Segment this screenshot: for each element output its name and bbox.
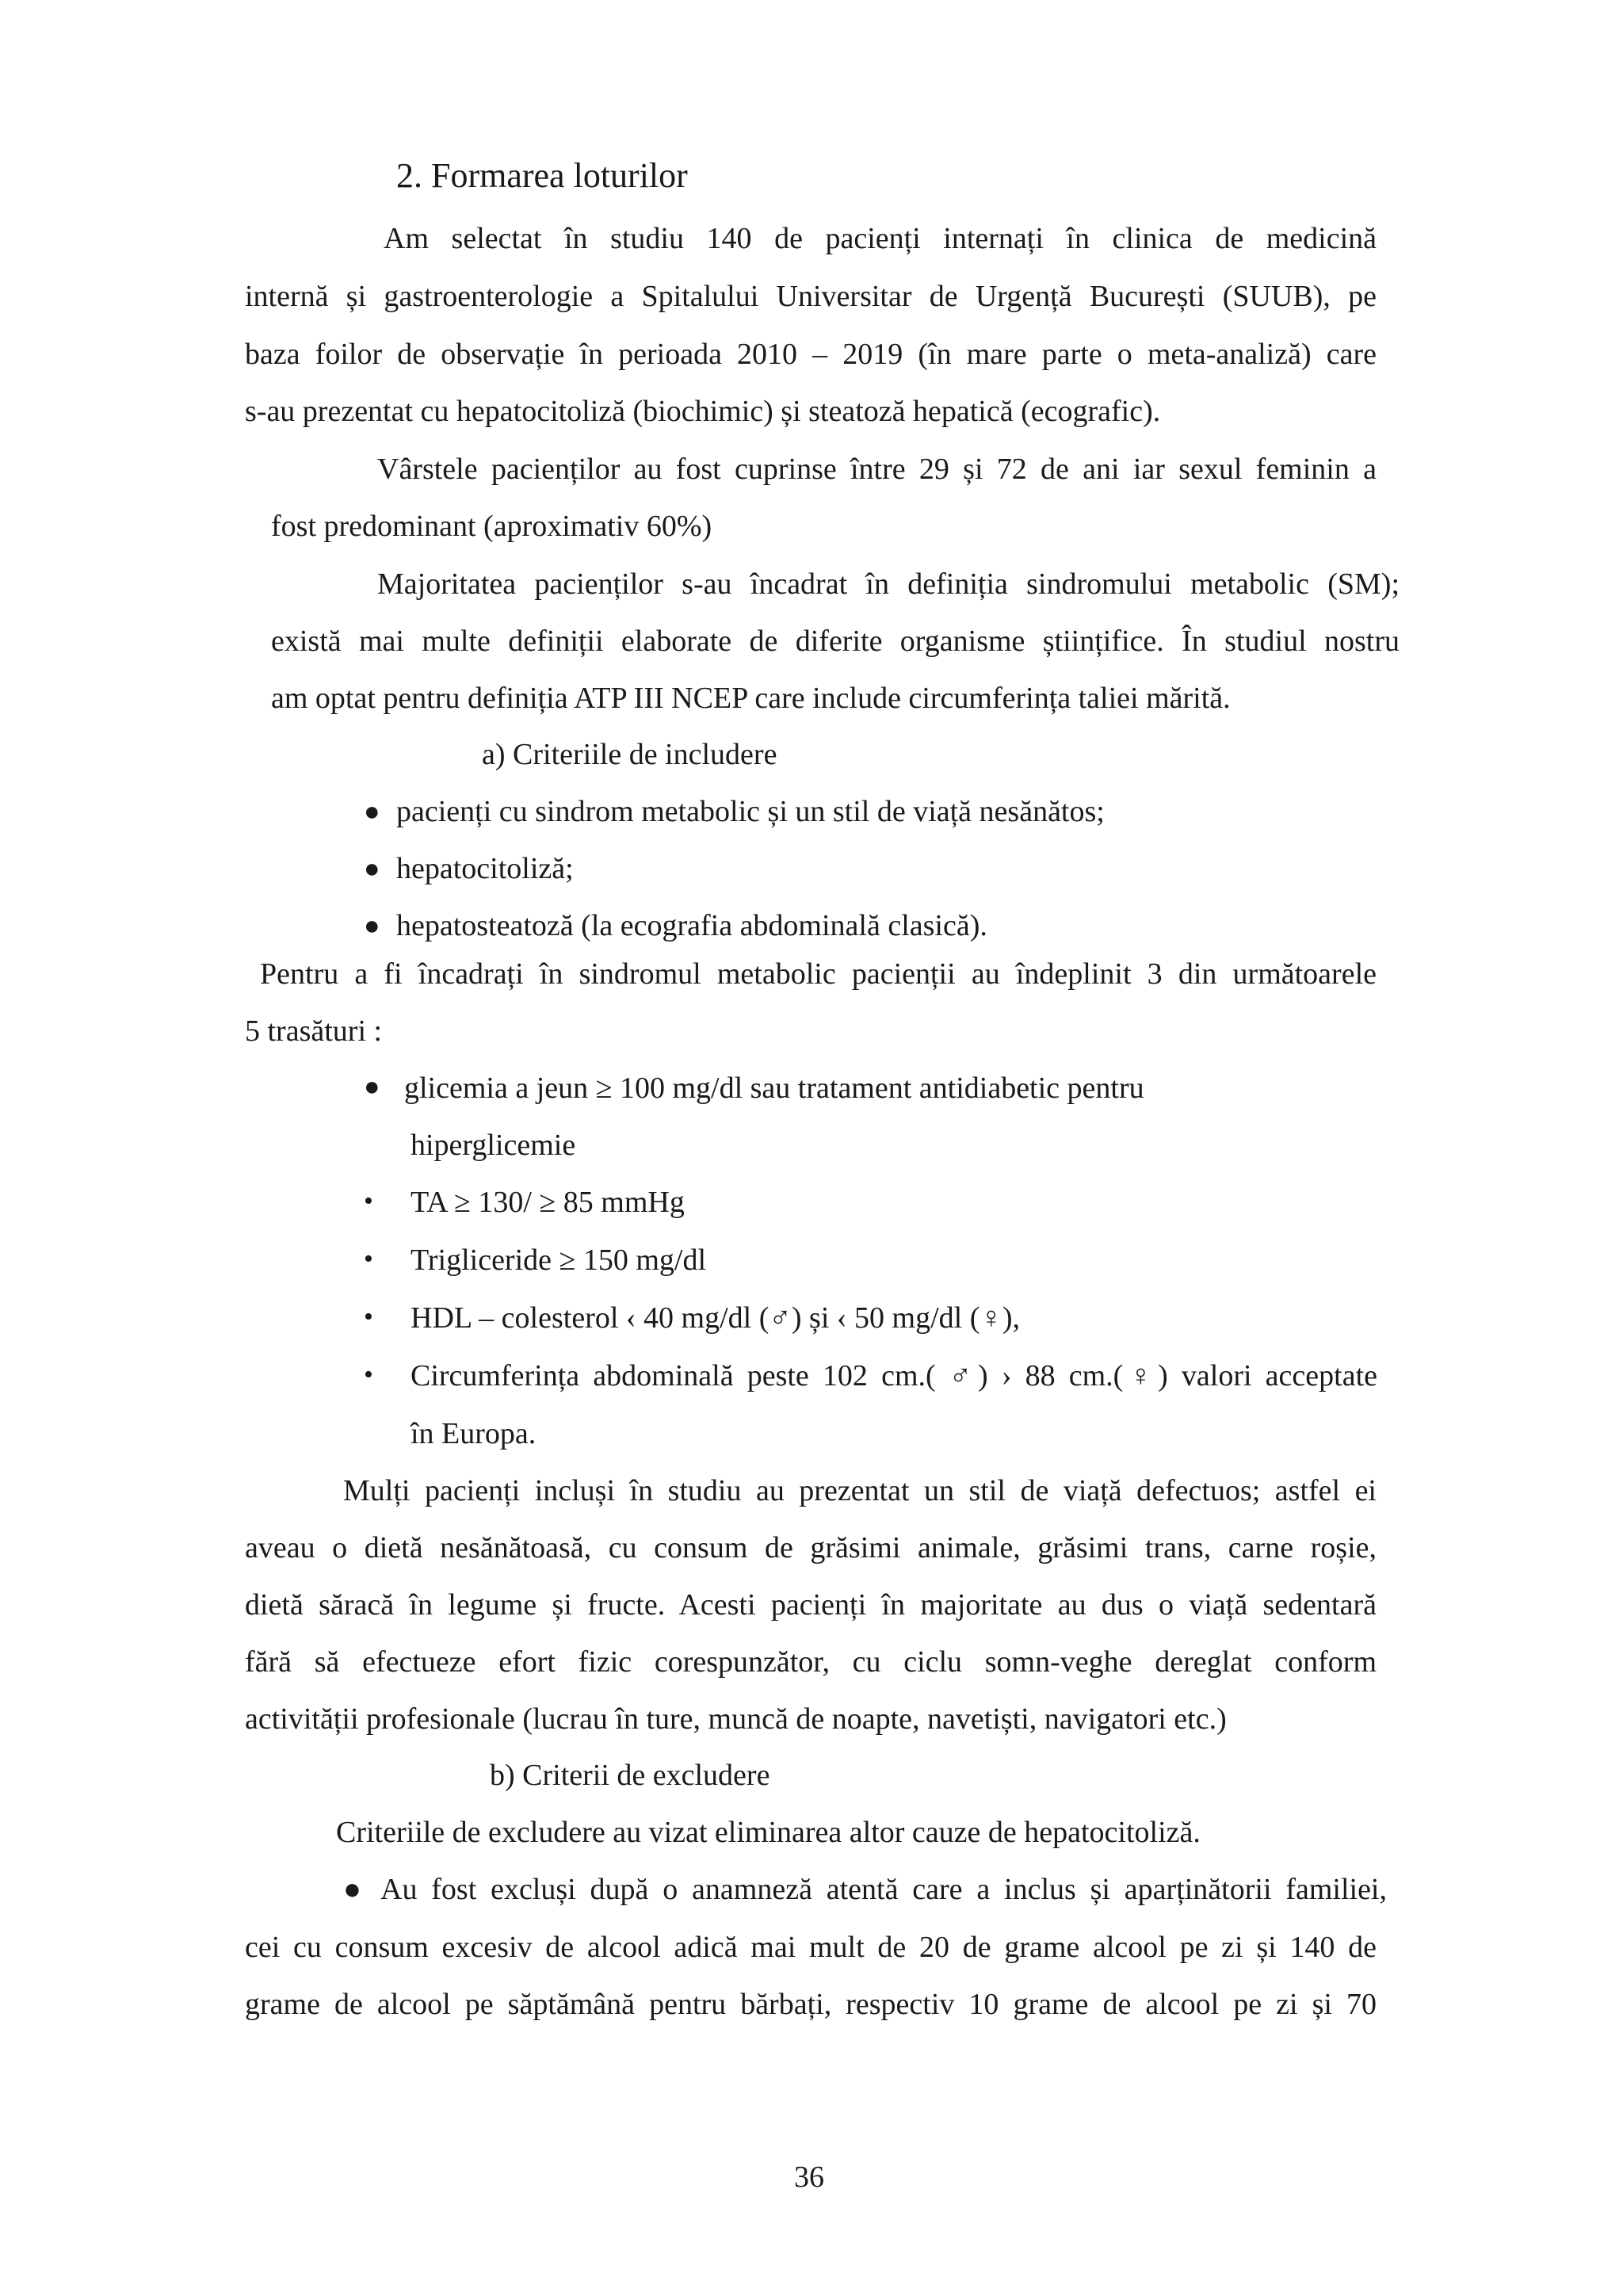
subheading-inclusion: a) Criteriile de includere xyxy=(482,738,777,771)
bullet-icon: ● xyxy=(364,854,380,884)
list-item: în Europa. xyxy=(411,1417,537,1450)
paragraph-line: Am selectat în studiu 140 de pacienți internați în clinica de medicină xyxy=(384,222,1377,255)
list-item: hiperglicemie xyxy=(411,1129,576,1162)
list-item: Circumferința abdominală peste 102 cm.( ♂) › 88 cm.(♀) valori acceptate xyxy=(411,1359,1377,1392)
paragraph-line: ● Au fost excluși după o anamneză atentă care a inclus și aparținătorii familiei, xyxy=(343,1873,1387,1906)
list-item: glicemia a jeun ≥ 100 mg/dl sau tratament antidiabetic pentru xyxy=(404,1072,1144,1105)
paragraph-line: fost predominant (aproximativ 60%) xyxy=(271,510,712,543)
list-item: hepatocitoliză; xyxy=(396,852,574,885)
list-item: pacienți cu sindrom metabolic și un stil de viață nesănătos; xyxy=(396,795,1105,828)
bullet-icon: • xyxy=(364,1302,373,1331)
bullet-icon: ● xyxy=(364,1072,380,1102)
bullet-icon: • xyxy=(364,1244,373,1274)
page-number: 36 xyxy=(794,2160,824,2194)
bullet-icon: • xyxy=(364,1360,373,1389)
list-item: HDL – colesterol ‹ 40 mg/dl (♂) și ‹ 50 mg/dl (♀), xyxy=(411,1301,1021,1335)
paragraph-line: Criteriile de excludere au vizat eliminarea altor cauze de hepatocitoliză. xyxy=(336,1816,1201,1849)
paragraph-line: Pentru a fi încadrați în sindromul metabolic pacienții au îndeplinit 3 din următoarele xyxy=(260,957,1377,991)
paragraph-line: internă și gastroenterologie a Spitalului Universitar de Urgență București (SUUB), pe xyxy=(245,280,1377,313)
bullet-icon: ● xyxy=(364,797,380,827)
paragraph-line: am optat pentru definiția ATP III NCEP care include circumferința taliei mărită. xyxy=(271,682,1231,715)
paragraph-line: grame de alcool pe săptămână pentru bărbați, respectiv 10 grame de alcool pe zi și 70 xyxy=(245,1988,1377,2021)
paragraph-line: Vârstele pacienților au fost cuprinse între 29 și 72 de ani iar sexul feminin a xyxy=(377,453,1377,486)
paragraph-line: există mai multe definiții elaborate de diferite organisme științifice. În studiul nostru xyxy=(271,625,1400,658)
list-item: Trigliceride ≥ 150 mg/dl xyxy=(411,1244,707,1277)
paragraph-line: activității profesionale (lucrau în ture, muncă de noapte, navetiști, navigatori etc.) xyxy=(245,1702,1227,1736)
paragraph-line: 5 trasături : xyxy=(245,1014,383,1048)
paragraph-line: s-au prezentat cu hepatocitoliză (biochimic) și steatoză hepatică (ecografic). xyxy=(245,395,1161,428)
paragraph-line: cei cu consum excesiv de alcool adică mai mult de 20 de grame alcool pe zi și 140 de xyxy=(245,1931,1377,1964)
paragraph-line: Majoritatea pacienților s-au încadrat în definiția sindromului metabolic (SM); xyxy=(377,567,1400,601)
paragraph-line: baza foilor de observație în perioada 2010 – 2019 (în mare parte o meta-analiză) care xyxy=(245,338,1377,371)
paragraph-line: Mulți pacienți incluși în studiu au prezentat un stil de viață defectuos; astfel ei xyxy=(343,1474,1377,1507)
list-item: hepatosteatoză (la ecografia abdominală clasică). xyxy=(396,909,987,942)
subheading-exclusion: b) Criterii de excludere xyxy=(490,1759,770,1792)
paragraph-line: aveau o dietă nesănătoasă, cu consum de grăsimi animale, grăsimi trans, carne roșie, xyxy=(245,1531,1377,1564)
paragraph-line: fără să efectueze efort fizic corespunzător, cu ciclu somn-veghe dereglat conform xyxy=(245,1645,1377,1679)
bullet-icon: ● xyxy=(364,911,380,941)
list-item: TA ≥ 130/ ≥ 85 mmHg xyxy=(411,1186,685,1219)
paragraph-line: dietă săracă în legume și fructe. Acesti pacienți în majoritate au dus o viață sedentară xyxy=(245,1588,1377,1622)
bullet-icon: • xyxy=(364,1186,373,1216)
section-heading: 2. Formarea loturilor xyxy=(396,156,688,195)
